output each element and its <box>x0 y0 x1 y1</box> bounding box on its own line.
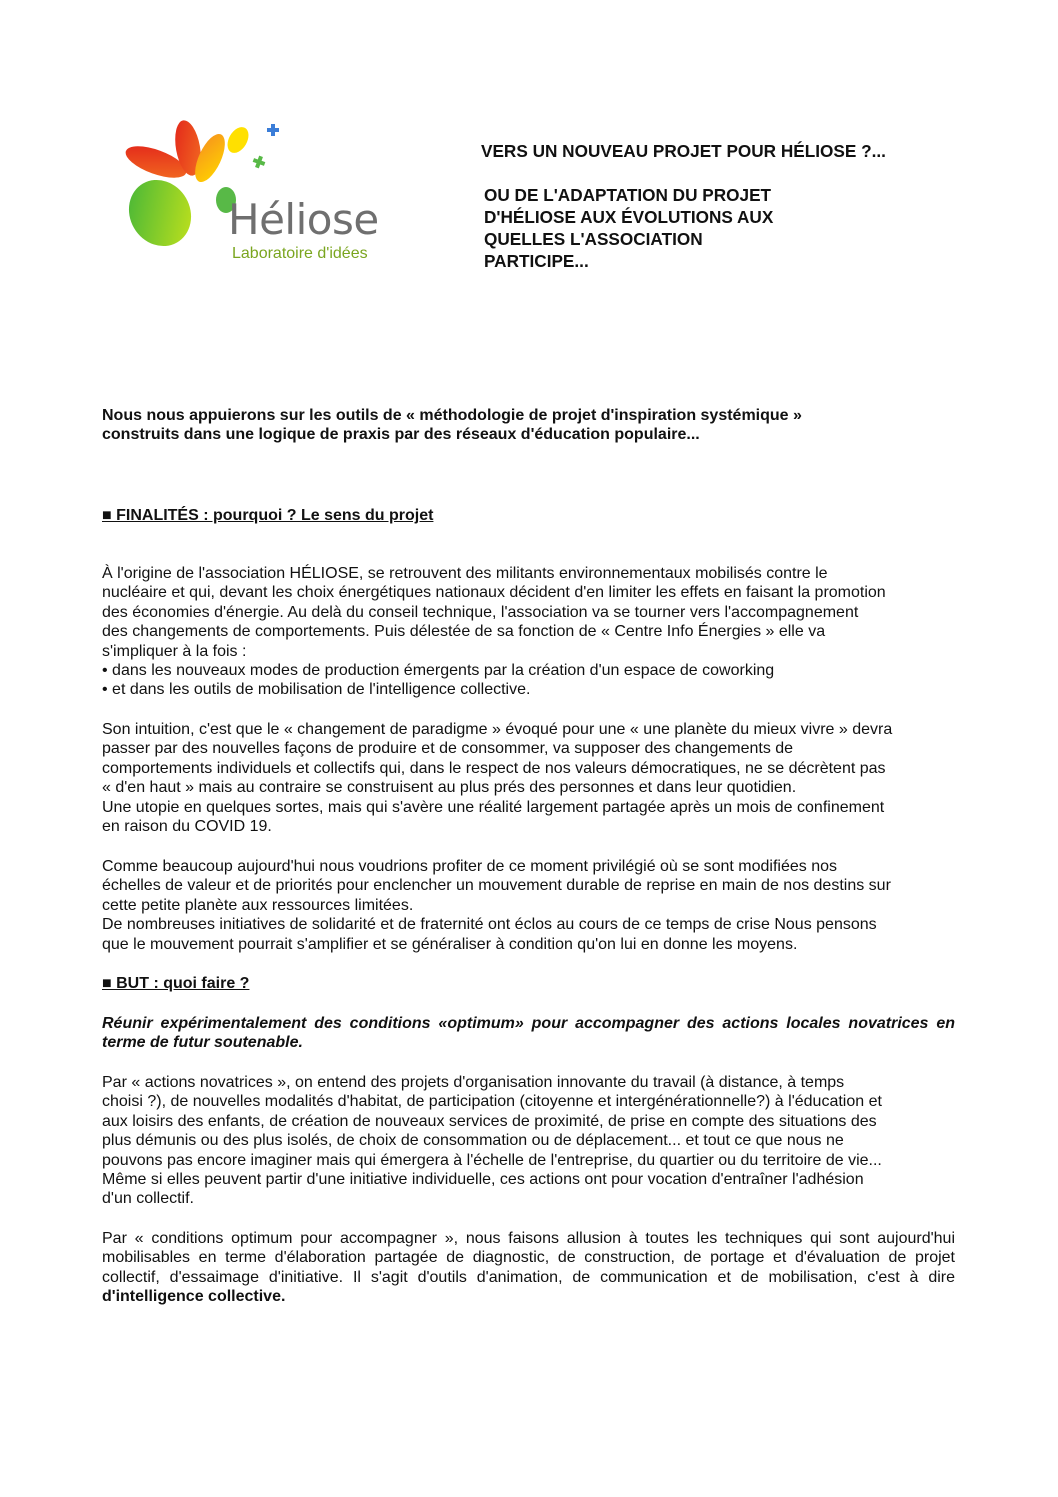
but-lead: Réunir expérimentalement des conditions «optimum» pour accompagner des actions locales novatrices en terme de futur soutenable. <box>102 1015 955 1052</box>
but-paragraph-1: Par « actions novatrices », on entend des projets d'organisation innovante du travail (à distance, à temps choisi ?), de nouvelles modalités d'habitat, de participation (citoyenne et intergénérationnelle?) à l'éducation et aux loisirs des enfants, de création de nouveaux services de proximité, de prise en compte des situations des plus démunis ou des plus isolés, de choix de consommation ou de déplacement... et tout ce que nous ne pouvons pas encore imaginer mais qui émergera à l'échelle de l'entreprise, du quartier ou du territoire de vie... Même si elles peuvent partir d'une initiative individuelle, ces actions ont pour vocation d'entraîner l'adhésion d'un collectif. <box>102 1074 882 1208</box>
but-paragraph-2-text: Par « conditions optimum pour accompagner », nous faisons allusion à toutes les techniques qui sont aujourd'hui mobilisables en terme d'élaboration partagée de diagnostic, de construction, de portage et d'évaluation de projet collectif, d'essaimage d'initiative. Il s'agit d'outils d'animation, de communication et de mobilisation, c'est à dire <box>102 1230 955 1286</box>
finalites-paragraph-3: Comme beaucoup aujourd'hui nous voudrions profiter de ce moment privilégié où se sont modifiées nos échelles de valeur et de priorités pour enclencher un mouvement durable de reprise en main de nos destins sur cette petite planète aux ressources limitées. De nombreuses initiatives de solidarité et de fraternité ont éclos au cours de ce temps de crise Nous pensons que le mouvement pourrait s'amplifier et se généraliser à condition qu'on lui en donne les moyens. <box>102 858 891 953</box>
page-subtitle: OU DE L'ADAPTATION DU PROJET D'HÉLIOSE AUX ÉVOLUTIONS AUX QUELLES L'ASSOCIATION PARTICIPE... <box>484 185 774 271</box>
finalites-paragraph-2: Son intuition, c'est que le « changement de paradigme » évoqué pour une « une planète du mieux vivre » devra passer par des nouvelles façons de produire et de consommer, va supposer des changements de comportements individuels et collectifs qui, dans le respect de nos valeurs démocratiques, ne se décrètent pas « d'en haut » mais au contraire se construisent au plus prés des personnes et dans leur quotidien. Une utopie en quelques sortes, mais qui s'avère une réalité largement partagée après un mois de confinement en raison du COVID 19. <box>102 721 893 836</box>
page-title: VERS UN NOUVEAU PROJET POUR HÉLIOSE ?... <box>481 141 886 161</box>
logo-name: Héliose <box>228 195 379 244</box>
but-heading: ■ BUT : quoi faire ? <box>102 975 250 992</box>
finalites-heading: ■ FINALITÉS : pourquoi ? Le sens du projet <box>102 507 434 524</box>
but-paragraph-2-bold: d'intelligence collective. <box>102 1288 286 1306</box>
intro-text: Nous nous appuierons sur les outils de « méthodologie de projet d'inspiration systémique » construits dans une logique de praxis par des réseaux d'éducation populaire... <box>102 407 802 444</box>
finalites-paragraph-1: À l'origine de l'association HÉLIOSE, se retrouvent des militants environnementaux mobilisés contre le nucléaire et qui, devant les choix énergétiques nationaux décident d'en limiter les effets en faisant la promotion des économies d'énergie. Au delà du conseil technique, l'association va se tourner vers l'accompagnement des changements de comportements. Puis délestée de sa fonction de « Centre Info Énergies » elle va s'impliquer à la fois : • dans les nouveaux modes de production émergents par la création d'un espace de coworking • et dans les outils de mobilisation de l'intelligence collective. <box>102 565 886 699</box>
logo-tagline: Laboratoire d'idées <box>232 245 368 262</box>
but-paragraph-2 <box>102 1229 955 1307</box>
